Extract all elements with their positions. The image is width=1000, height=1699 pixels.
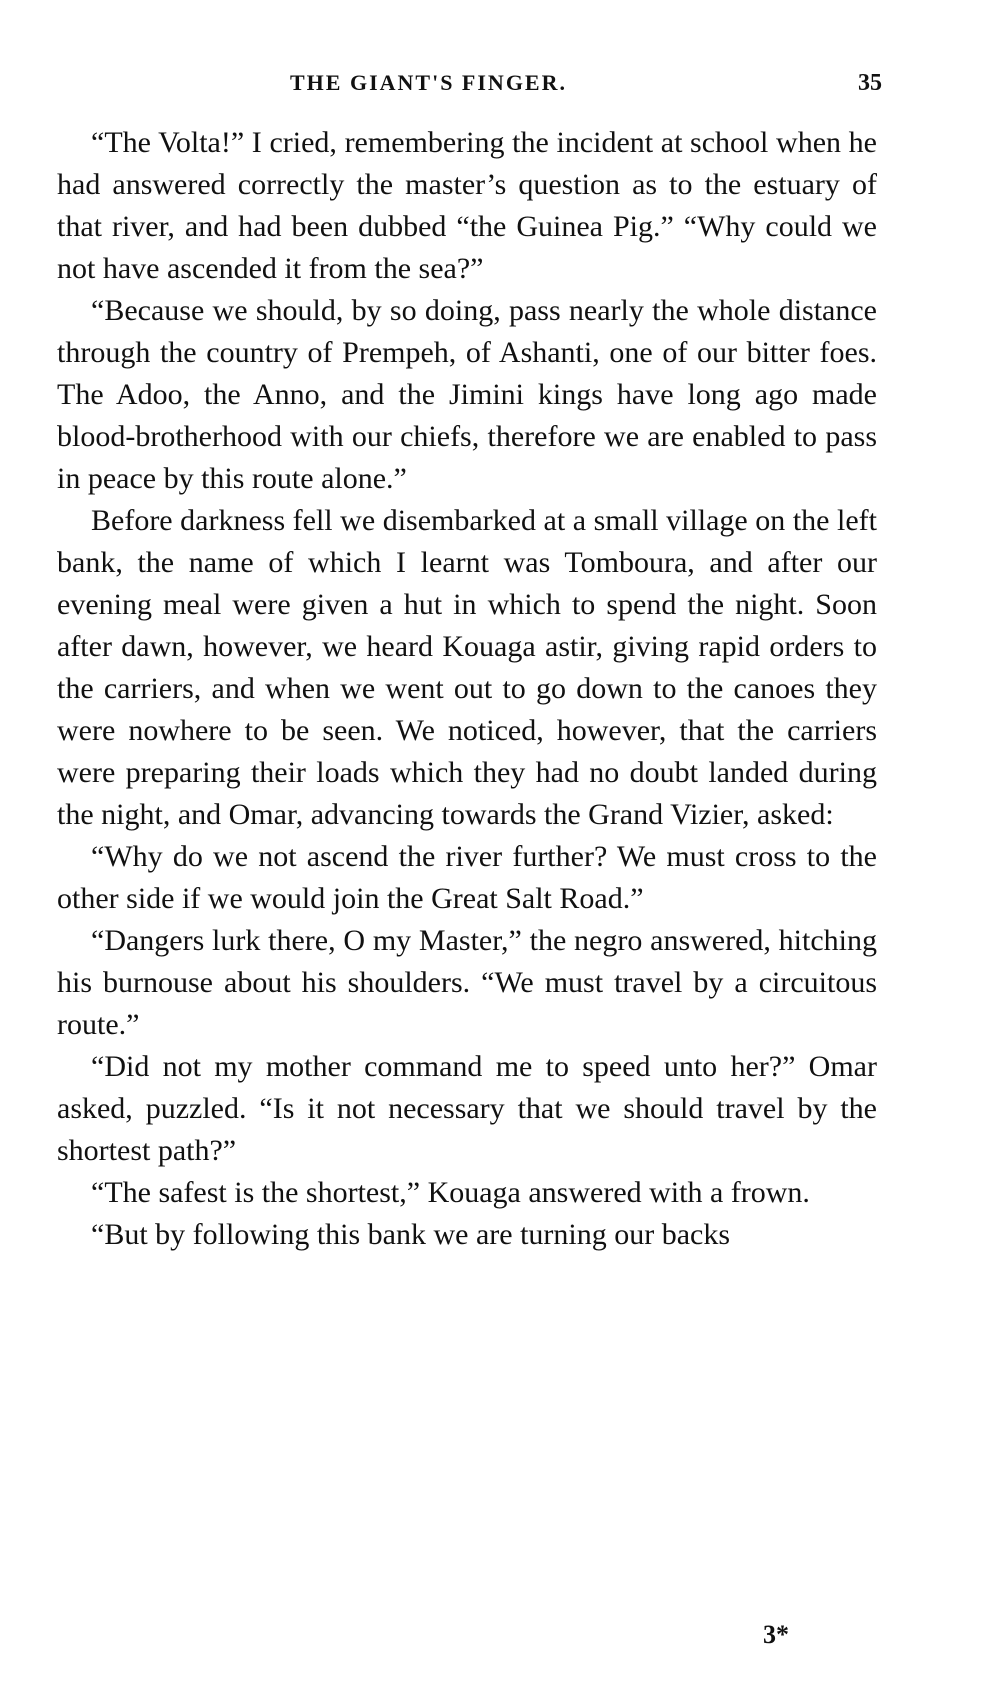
paragraph-1: “The Volta!” I cried, remembering the incident at school when he had answered correctly the master’s question as to the estuary of that river, and had been dubbed “the Guinea Pig.” “Why could we not have ascended it from the sea?” [57, 126, 877, 285]
paragraph-4: “Why do we not ascend the river further? We must cross to the other side if we would join the Great Salt Road.” [57, 840, 877, 915]
paragraph-6: “Did not my mother command me to speed unto her?” Omar asked, puzzled. “Is it not necessary that we should travel by the shortest path?” [57, 1050, 877, 1167]
paragraph-7: “The safest is the shortest,” Kouaga answered with a frown. [91, 1176, 810, 1209]
running-title: THE GIANT'S FINGER. [290, 70, 567, 95]
body-text [57, 122, 877, 1256]
paragraph-3: Before darkness fell we disembarked at a small village on the left bank, the name of which I learnt was Tomboura, and after our evening meal were given a hut in which to spend the night. Soon after dawn, however, we heard Kouaga astir, giving rapid orders to the carriers, and when we went out to go down to the canoes they were nowhere to be seen. We noticed, however, that the carriers were preparing their loads which they had no doubt landed during the night, and Omar, advancing towards the Grand Vizier, asked: [57, 504, 877, 831]
page-number: 35 [858, 70, 882, 96]
paragraph-5: “Dangers lurk there, O my Master,” the negro answered, hitching his burnouse about his shoulders. “We must travel by a circuitous route.” [57, 924, 877, 1041]
paragraph-2: “Because we should, by so doing, pass nearly the whole distance through the country of Prempeh, of Ashanti, one of our bitter foes. The Adoo, the Anno, and the Jimini kings have long ago made blood-brotherhood with our chiefs, therefore we are enabled to pass in peace by this route alone.” [57, 294, 877, 495]
paragraph-8: “But by following this bank we are turning our backs [91, 1218, 731, 1251]
signature-mark: 3* [763, 1620, 789, 1649]
